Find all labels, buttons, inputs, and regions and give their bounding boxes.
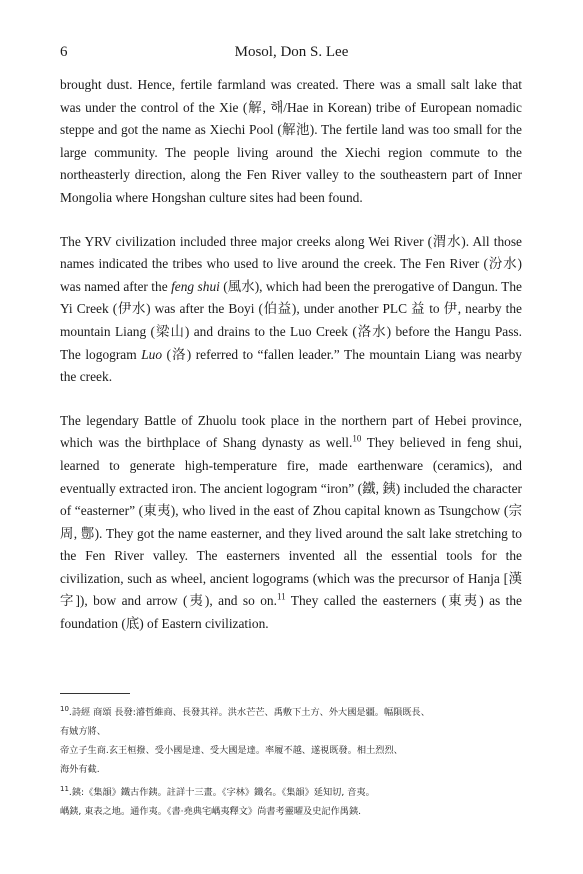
- paragraph: The YRV civilization included three major creeks along Wei River (渭水). All those names indicated the tribes who used to live around the creek. The Fen River (汾水) was named after the feng shui (風水), which had been the prerogative of Dangun. The Yi Creek (伊水) was after the Boyi (伯益), under another PLC 益 to 伊, nearby the mountain Liang (梁山) and drains to the Luo Creek (洛水) before the Hangu Pass. The logogram Luo (洛) referred to “fallen leader.” The mountain Liang was nearby the creek.: [60, 233, 522, 385]
- footnote-divider: [60, 693, 130, 694]
- body-text: [60, 74, 522, 657]
- footnote-number: 10: [60, 704, 69, 713]
- page-header: [60, 44, 523, 66]
- italic-term: feng shui: [171, 278, 220, 294]
- paragraph: The legendary Battle of Zhuolu took place in the northern part of Hebei province, which was the birthplace of Shang dynasty as well.$^{10}$ They believed in feng shui, learned to generate high-temperature fire, made earthenware (ceramics), and eventually extracted iron. The ancient logogram “iron” (鐵, 銕) included the character of “easterner” (東夷), who lived in the east of Zhou capital known as Tsungchow (宗周, 鄷). They got the name easterner, and they lived around the salt lake stretching to the Fen River valley. The easterners invented all the essential tools for the civilization, such as wheel, ancient logograms (which was the precursor of Hanja [漢字]), bow and arrow (夷), and so on.$^{11}$ They called the easterners (東夷) as the foundation (底) of Eastern civilization.: [60, 412, 523, 632]
- italic-term: Luo: [141, 346, 163, 362]
- paragraph: brought dust. Hence, fertile farmland was created. There was a small salt lake that was under the control of the Xie (解, 해/Hae in Korean) tribe of European nomadic steppe and got the name as Xiechi Pool (解池). The fertile land was too small for the large community. The people living around the Xiechi region commute to the northeasterly direction, along the Fen River valley to the southeastern part of Inner Mongolia where Hongshan culture sites had been found.: [60, 77, 522, 205]
- page-number: 6: [60, 44, 68, 60]
- footnote-ref[interactable]: 10: [352, 433, 362, 444]
- footnote: $^{11}$.銕:《集韻》鐵古作銕。註詳十三畫。《字林》鐵名。《集韻》延知切, 音夷。 嵎銕, 東表之地。通作夷。《書·堯典宅嵎夷釋文》尚書考靈曜及史記作禺銕.: [60, 784, 375, 817]
- footnotes: [60, 703, 522, 825]
- footnote-number: 11: [60, 784, 69, 793]
- footnote: $^{10}$.詩經 商頌 長發:濬哲維商、長發其祥。洪水芒芒、禹敷下土方、外大國是疆。幅隕既長、 有娀方將、 帝立子生商.玄王桓撥、受小國是達、受大國是達。率履不越、遂視既發。相土烈烈、 海外有截.: [60, 704, 430, 775]
- footnote-ref[interactable]: 11: [276, 592, 286, 602]
- running-head: Mosol, Don S. Lee: [234, 44, 349, 60]
